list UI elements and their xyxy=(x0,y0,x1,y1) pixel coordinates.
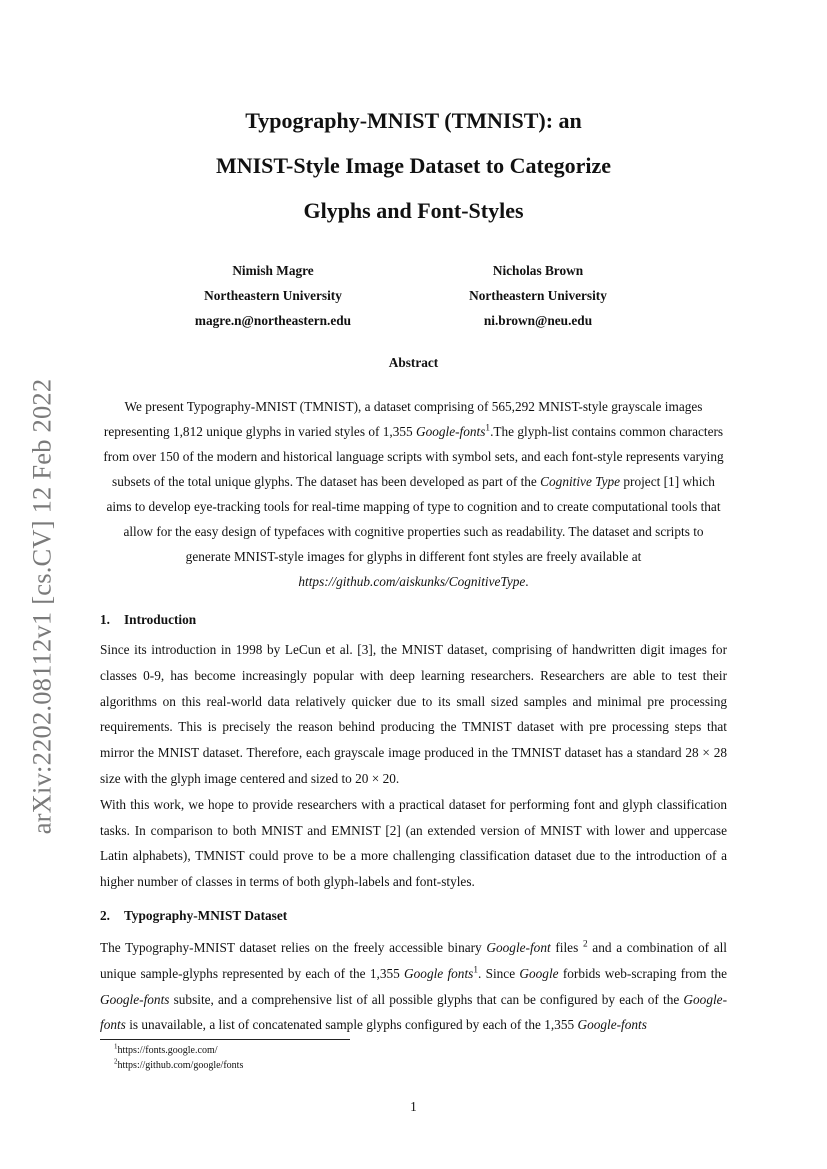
paragraph: Since its introduction in 1998 by LeCun et al. [3], the MNIST dataset, comprising of handwritten digit images for classes 0-9, has become increasingly popular with deep learning researchers. Researchers are able to test their algorithms on this real-world data relatively quicker due to its small sized samples and minimal pre processing requirements. This is precisely the reason behind producing the TMNIST dataset with pre processing steps that mirror the MNIST dataset. Therefore, each grayscale image produced in the TMNIST dataset has a standard 28 × 28 size with the glyph image centered and sized to 20 × 20. xyxy=(100,642,727,786)
author-block-2 xyxy=(388,258,688,333)
arxiv-identifier xyxy=(14,348,70,864)
author-name: Nicholas Brown xyxy=(492,263,584,278)
paragraph: With this work, we hope to provide researchers with a practical dataset for performing font and glyph classification tasks. In comparison to both MNIST and EMNIST [2] (an extended version of MNIST with lower and uppercase Latin alphabets), TMNIST could prove to be a more challenging classification dataset due to the introduction of a higher number of classes in terms of both glyph-labels and font-styles. xyxy=(100,796,727,890)
paper-title-line-3: Glyphs and Font-Styles xyxy=(303,198,524,223)
introduction-body xyxy=(100,637,727,895)
paper-title-line-1: Typography-MNIST (TMNIST): an xyxy=(245,108,582,133)
footnotes xyxy=(114,1043,243,1073)
author-name: Nimish Magre xyxy=(232,263,314,278)
abstract-text: We present Typography-MNIST (TMNIST), a dataset comprising of 565,292 MNIST-style grayscale images representing 1,812 unique glyphs in varied styles of 1,355 Google-fonts$^1$.The glyph-list contains common characters from over 150 of the modern and historical language scripts with symbol sets, and each font-style represents varying subsets of the total unique glyphs. The dataset has been developed as part of the Cognitive Type project [1] which aims to develop eye-tracking tools for real-time mapping of type to cognition and to create computational tools that allow for the easy design of typefaces with cognitive properties such as readability. The dataset and scripts to generate MNIST-style images for glyphs in different font styles are freely available at https://github.com/aiskunks/CognitiveType. xyxy=(103,399,724,589)
section-heading-dataset: 2. Typography-MNIST Dataset xyxy=(100,908,288,923)
arxiv-identifier-text: arXiv:2202.08112v1 [cs.CV] 12 Feb 2022 xyxy=(26,378,57,834)
author-email: magre.n@northeastern.edu xyxy=(194,313,352,328)
dataset-body xyxy=(100,935,727,1038)
paragraph: The Typography-MNIST dataset relies on the freely accessible binary Google-font files $^2$ and a combination of all unique sample-glyphs represented by each of the 1,355 Google fonts$^1$. Since Google forbids web-scraping from the Google-fonts subsite, and a comprehensive list of all possible glyphs that can be configured by each of the Google-fonts is unavailable, a list of concatenated sample glyphs configured by each of the 1,355 Google-fonts xyxy=(100,939,728,1033)
paper-title-line-2: MNIST-Style Image Dataset to Categorize xyxy=(215,153,612,178)
author-affiliation: Northeastern University xyxy=(204,288,342,303)
author-email: ni.brown@neu.edu xyxy=(483,313,593,328)
abstract-heading: Abstract xyxy=(388,355,439,370)
section-heading-introduction: 1. Introduction xyxy=(100,612,197,627)
author-block-1 xyxy=(123,258,423,333)
author-affiliation: Northeastern University xyxy=(469,288,607,303)
footnote-1: $^1$https://fonts.google.com/ xyxy=(114,1042,218,1056)
footnote-divider xyxy=(100,1039,350,1040)
page-number: 1 xyxy=(410,1099,417,1114)
footnote-2: $^2$https://github.com/google/fonts xyxy=(114,1057,244,1071)
